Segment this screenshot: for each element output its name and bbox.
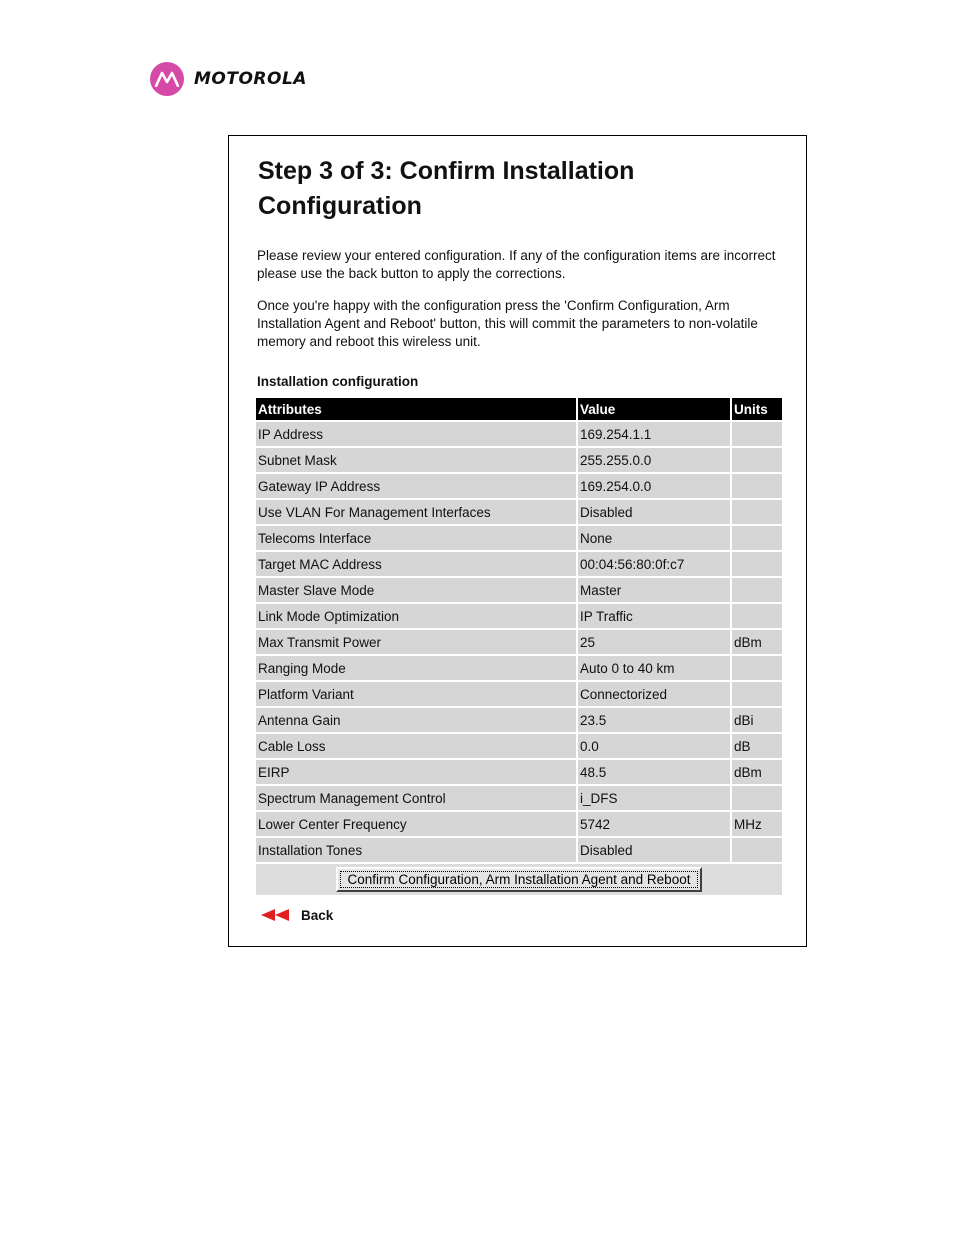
value-cell: 169.254.0.0 [578, 474, 730, 498]
button-cell [256, 864, 782, 895]
table-row-subnet-mask [256, 448, 782, 472]
attribute-cell: IP Address [256, 422, 576, 446]
table-row-lower-center-frequency [256, 812, 782, 836]
value-cell: 00:04:56:80:0f:c7 [578, 552, 730, 576]
table-row-gateway-ip-address [256, 474, 782, 498]
wizard-panel [228, 135, 807, 947]
units-cell [732, 474, 782, 498]
table-row-spectrum-management-control [256, 786, 782, 810]
value-cell: 23.5 [578, 708, 730, 732]
table-row-link-mode-optimization [256, 604, 782, 628]
double-left-arrow-icon [260, 907, 292, 923]
table-row-master-slave-mode [256, 578, 782, 602]
table-row-max-transmit-power [256, 630, 782, 654]
table-row-telecoms-interface [256, 526, 782, 550]
units-cell [732, 448, 782, 472]
value-cell: Disabled [578, 500, 730, 524]
units-cell [732, 552, 782, 576]
units-cell [732, 578, 782, 602]
attribute-cell: Telecoms Interface [256, 526, 576, 550]
value-cell: IP Traffic [578, 604, 730, 628]
units-cell [732, 604, 782, 628]
motorola-batwing-icon [150, 62, 184, 96]
units-cell [732, 422, 782, 446]
value-cell: Disabled [578, 838, 730, 862]
brand-name: MOTOROLA [194, 69, 307, 89]
table-row-installation-tones [256, 838, 782, 862]
table-row-ip-address [256, 422, 782, 446]
attribute-cell: Installation Tones [256, 838, 576, 862]
attribute-cell: Cable Loss [256, 734, 576, 758]
value-cell: Auto 0 to 40 km [578, 656, 730, 680]
attribute-cell: Antenna Gain [256, 708, 576, 732]
value-cell: Connectorized [578, 682, 730, 706]
section-title: Installation configuration [257, 374, 419, 389]
attribute-cell: Use VLAN For Management Interfaces [256, 500, 576, 524]
attribute-cell: Link Mode Optimization [256, 604, 576, 628]
units-cell [732, 838, 782, 862]
button-row [256, 864, 782, 895]
units-cell [732, 526, 782, 550]
attribute-cell: Subnet Mask [256, 448, 576, 472]
attribute-cell: Platform Variant [256, 682, 576, 706]
table-row-use-vlan-for-management-interfaces [256, 500, 782, 524]
units-cell [732, 682, 782, 706]
value-cell: 255.255.0.0 [578, 448, 730, 472]
header-units: Units [732, 398, 782, 420]
value-cell: 0.0 [578, 734, 730, 758]
units-cell: MHz [732, 812, 782, 836]
units-cell: dB [732, 734, 782, 758]
table-row-ranging-mode [256, 656, 782, 680]
installation-config-table [254, 396, 784, 897]
value-cell: 5742 [578, 812, 730, 836]
motorola-logo [150, 62, 307, 96]
units-cell: dBm [732, 760, 782, 784]
table-row-target-mac-address [256, 552, 782, 576]
page-title: Step 3 of 3: Confirm Installation Configuration [258, 157, 635, 220]
attribute-cell: EIRP [256, 760, 576, 784]
value-cell: 169.254.1.1 [578, 422, 730, 446]
value-cell: Master [578, 578, 730, 602]
header-attributes: Attributes [256, 398, 576, 420]
header-value: Value [578, 398, 730, 420]
confirm-reboot-button[interactable]: Confirm Configuration, Arm Installation Agent and Reboot [336, 867, 703, 892]
attribute-cell: Target MAC Address [256, 552, 576, 576]
attribute-cell: Ranging Mode [256, 656, 576, 680]
review-instructions: Please review your entered configuration. If any of the configuration items are incorrect please use the back button to apply the corrections. [257, 248, 776, 281]
table-row-antenna-gain [256, 708, 782, 732]
attribute-cell: Lower Center Frequency [256, 812, 576, 836]
units-cell: dBm [732, 630, 782, 654]
units-cell: dBi [732, 708, 782, 732]
value-cell: i_DFS [578, 786, 730, 810]
attribute-cell: Master Slave Mode [256, 578, 576, 602]
confirm-instructions: Once you're happy with the configuration press the 'Confirm Configuration, Arm Installation Agent and Reboot' button, this will commit the parameters to non-volatile memory and reboot this wireless unit. [257, 298, 758, 349]
value-cell: 25 [578, 630, 730, 654]
units-cell [732, 500, 782, 524]
table-body [256, 422, 782, 862]
back-link[interactable] [260, 907, 333, 923]
attribute-cell: Gateway IP Address [256, 474, 576, 498]
units-cell [732, 656, 782, 680]
value-cell: None [578, 526, 730, 550]
table-row-platform-variant [256, 682, 782, 706]
table-header-row [256, 398, 782, 420]
units-cell [732, 786, 782, 810]
value-cell: 48.5 [578, 760, 730, 784]
table-row-eirp [256, 760, 782, 784]
attribute-cell: Max Transmit Power [256, 630, 576, 654]
back-label: Back [301, 907, 334, 923]
table-row-cable-loss [256, 734, 782, 758]
attribute-cell: Spectrum Management Control [256, 786, 576, 810]
